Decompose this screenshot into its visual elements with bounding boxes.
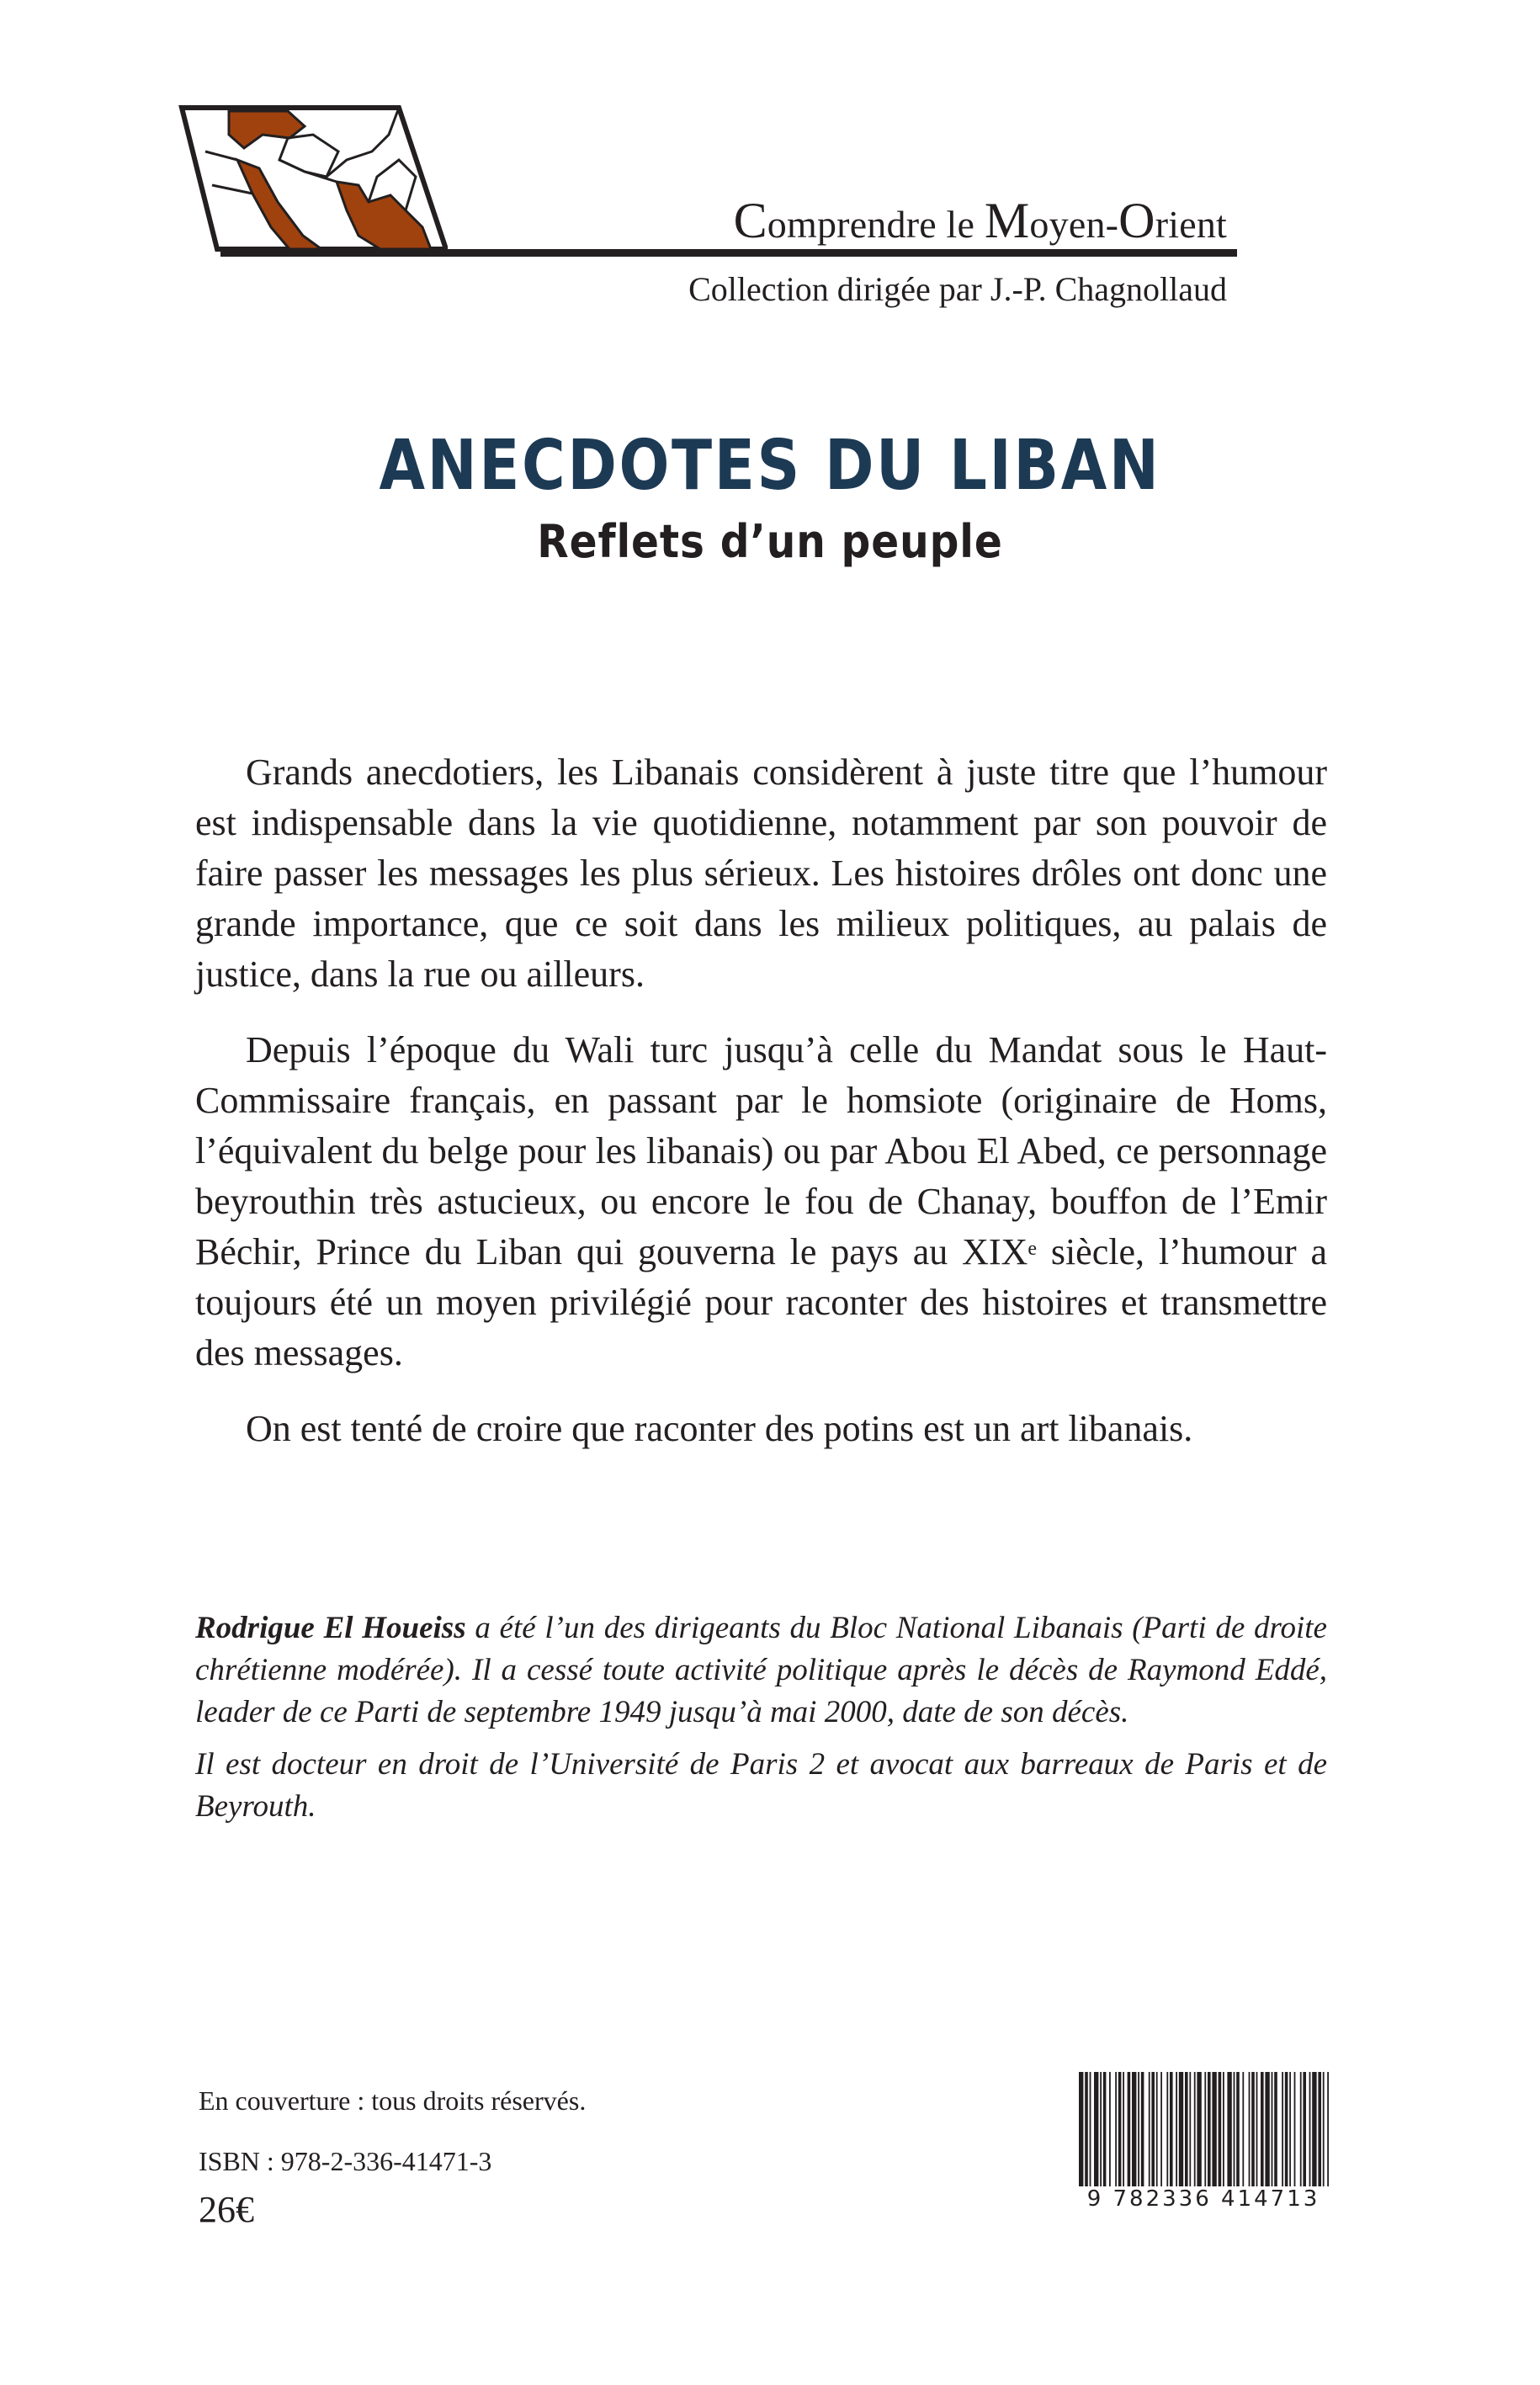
author-name: Rodrigue El Houeiss: [195, 1611, 466, 1645]
barcode-bar: [1103, 2072, 1107, 2198]
barcode-bar: [1185, 2072, 1188, 2198]
barcode-bar: [1194, 2072, 1196, 2198]
author-bio-paragraph-1: Rodrigue El Houeiss a été l’un des dirigeants du Bloc National Libanais (Parti de droite chrétienne modérée). Il a cessé toute activité politique après le décès de Raymond Eddé, leader de ce Parti de septembre 1949 jusqu’à mai 2000, date de son décès.: [195, 1611, 1327, 1729]
barcode-bar: [1236, 2072, 1240, 2198]
barcode-bar: [1323, 2072, 1325, 2198]
barcode-bar: [1312, 2072, 1316, 2198]
barcode-bar: [1176, 2072, 1177, 2198]
barcode-bar: [1100, 2072, 1102, 2198]
barcode-bar: [1160, 2072, 1162, 2198]
barcode-bar: [1227, 2072, 1231, 2198]
barcode-digits: 9 782336 414713: [1075, 2186, 1331, 2212]
blurb-paragraph-3: On est tenté de croire que raconter des potins est un art libanais.: [246, 1408, 1193, 1449]
barcode-bar: [1079, 2072, 1083, 2198]
barcode-bar: [1132, 2072, 1136, 2198]
barcode-bar: [1179, 2072, 1183, 2198]
barcode-bar: [1166, 2072, 1168, 2198]
barcode-bar: [1212, 2072, 1216, 2198]
barcode-bar: [1242, 2072, 1244, 2198]
barcode-bar: [1223, 2072, 1224, 2198]
barcode-bar: [1094, 2072, 1098, 2198]
author-bio-paragraph-2: Il est docteur en droit de l’Université de Paris 2 et avocat aux barreaux de Paris et de Beyrouth.: [195, 1747, 1327, 1824]
barcode-bar: [1261, 2072, 1264, 2198]
header-rule: [220, 249, 1237, 257]
author-bio: [195, 1607, 1327, 1838]
isbn: ISBN : 978-2-336-41471-3: [199, 2146, 492, 2176]
barcode-bar: [1309, 2072, 1311, 2198]
barcode-bar: [1272, 2072, 1273, 2198]
barcode-bar: [1151, 2072, 1155, 2198]
barcode-bar: [1285, 2072, 1288, 2198]
barcode-bar: [1208, 2072, 1211, 2198]
barcode-bar: [1123, 2072, 1124, 2198]
barcode-bar: [1265, 2072, 1269, 2198]
barcode-bar: [1294, 2072, 1296, 2198]
barcode-bar: [1274, 2072, 1277, 2198]
barcode-bar: [1303, 2072, 1306, 2198]
barcode-bar: [1197, 2072, 1201, 2198]
barcode-bar: [1109, 2072, 1111, 2198]
blurb: [195, 747, 1327, 1479]
collection-logo-map: [178, 101, 448, 252]
barcode-bar: [1170, 2072, 1173, 2198]
collection-editor: Collection dirigée par J.-P. Chagnollaud: [688, 270, 1227, 308]
barcode-bar: [1085, 2072, 1088, 2198]
barcode-bar: [1256, 2072, 1258, 2198]
barcode-bar: [1251, 2072, 1255, 2198]
cover-credits: En couverture : tous droits réservés.: [199, 2085, 587, 2116]
series-name: Comprendre le Moyen-Orient: [733, 193, 1227, 248]
barcode-bar: [1300, 2072, 1302, 2198]
barcode-bar: [1118, 2072, 1122, 2198]
book-subtitle: Reflets d’un peuple: [537, 515, 1003, 568]
barcode-bar: [1090, 2072, 1091, 2198]
blurb-paragraph-2: Depuis l’époque du Wali turc jusqu’à celle du Mandat sous le Haut-Commissaire français, en passant par le homsiote (originaire de Homs, l’équivalent du belge pour les libanais) ou par Abou El Abed, ce personnage beyrouthin très astucieux, ou encore le fou de Chanay, bouffon de l’Emir Béchir, Prince du Liban qui gouverna le pays au XIXe siècle, l’humour a toujours été un moyen privilégié pour raconter des histoires et transmettre des messages.: [195, 1029, 1327, 1373]
price: 26€: [199, 2189, 254, 2230]
barcode-bar: [1318, 2072, 1321, 2198]
barcode-bar: [1156, 2072, 1158, 2198]
barcode-bar: [1128, 2072, 1131, 2198]
barcode-bar: [1149, 2072, 1150, 2198]
blurb-paragraph-1: Grands anecdotiers, les Libanais considèrent à juste titre que l’humour est indispensable dans la vie quotidienne, notamment par son pouvoir de faire passer les messages les plus sérieux. Les histoires drôles ont donc une grande importance, que ce soit dans les milieux politiques, au palais de justice, dans la rue ou ailleurs.: [195, 752, 1327, 995]
book-title: ANECDOTES DU LIBAN: [379, 426, 1161, 506]
barcode-bar: [1138, 2072, 1139, 2198]
barcode-bar: [1289, 2072, 1291, 2198]
barcode-bar: [1115, 2072, 1117, 2198]
barcode-bar: [1282, 2072, 1283, 2198]
barcode-bar: [1249, 2072, 1251, 2198]
barcode-bar: [1219, 2072, 1222, 2198]
barcode-bar: [1141, 2072, 1144, 2198]
barcode-bar: [1234, 2072, 1235, 2198]
barcode-bar: [1204, 2072, 1206, 2198]
barcode-bar: [1327, 2072, 1329, 2198]
barcode-bar: [1189, 2072, 1191, 2198]
